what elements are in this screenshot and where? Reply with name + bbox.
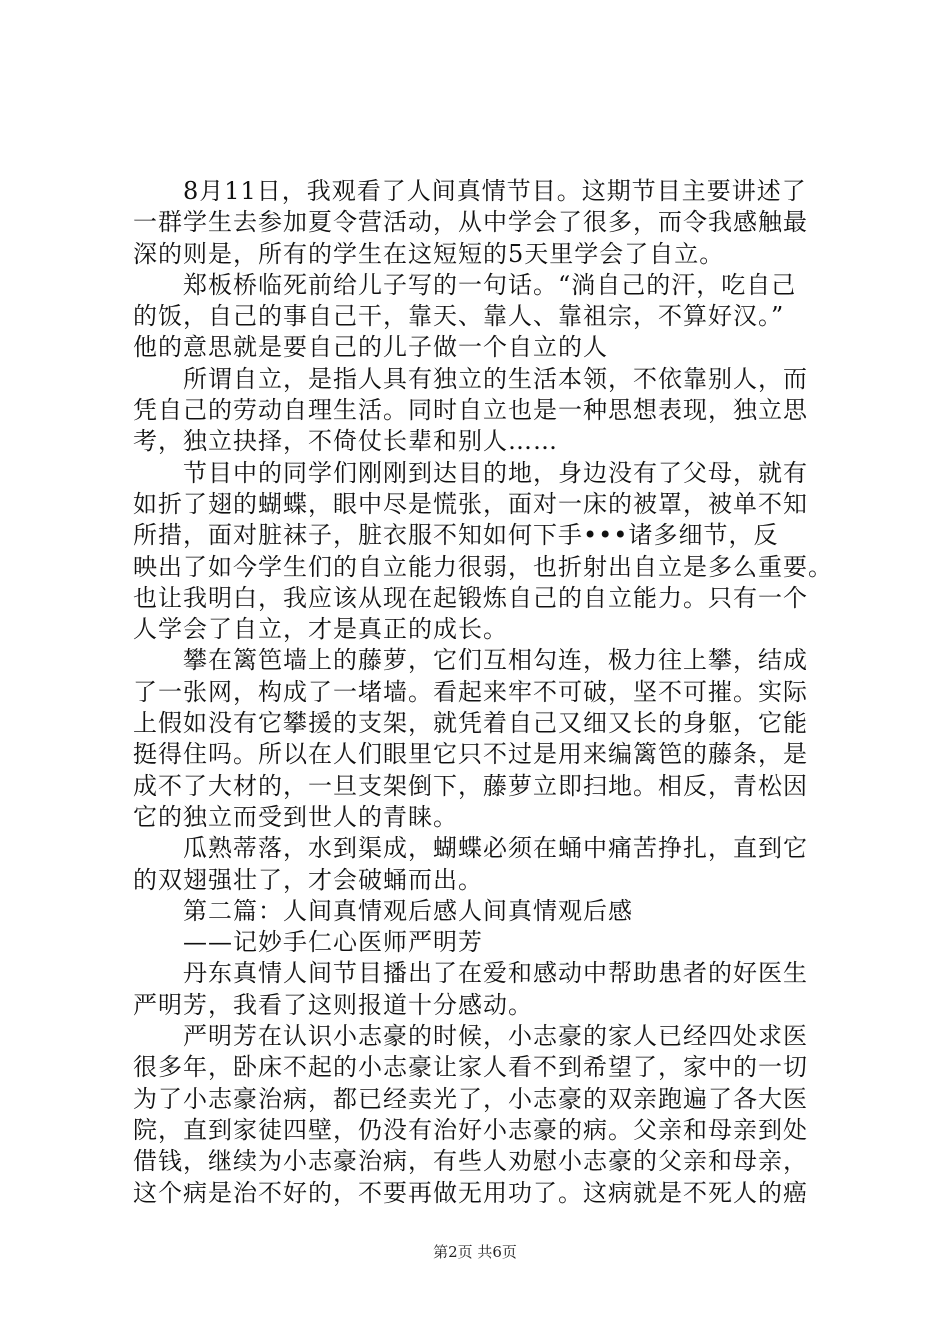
section-subheading: ——记妙手仁心医师严明芳 xyxy=(133,928,483,957)
text-line: 院，直到家徒四壁，仍没有治好小志豪的病。父亲和母亲到处 xyxy=(133,1115,808,1144)
text-line: 凭自己的劳动自理生活。同时自立也是一种思想表现，独立思 xyxy=(133,396,808,425)
text-line: 这个病是治不好的，不要再做无用功了。这病就是不死人的癌 xyxy=(133,1178,808,1207)
text-line: 攀在篱笆墙上的藤萝，它们互相勾连，极力往上攀，结成 xyxy=(133,646,808,675)
text-line: 一群学生去参加夏令营活动，从中学会了很多，而令我感触最 xyxy=(133,208,808,237)
text-line: 了一张网，构成了一堵墙。看起来牢不可破，坚不可摧。实际 xyxy=(133,677,808,706)
text-line: 所谓自立，是指人具有独立的生活本领，不依靠别人，而 xyxy=(133,364,808,393)
text-line: 严明芳在认识小志豪的时候，小志豪的家人已经四处求医 xyxy=(133,1022,808,1051)
text-line: 成不了大材的，一旦支架倒下，藤萝立即扫地。相反，青松因 xyxy=(133,771,808,800)
text-line: 很多年，卧床不起的小志豪让家人看不到希望了，家中的一切 xyxy=(133,1053,808,1082)
text-line: 挺得住吗。所以在人们眼里它只不过是用来编篱笆的藤条，是 xyxy=(133,740,808,769)
text-line: 的双翅强壮了，才会破蛹而出。 xyxy=(133,865,483,894)
section-heading: 第二篇：人间真情观后感人间真情观后感 xyxy=(133,896,633,925)
text-line: 所措，面对脏袜子，脏衣服不知如何下手•••诸多细节，反 xyxy=(133,521,779,550)
text-line: 人学会了自立，才是真正的成长。 xyxy=(133,615,508,644)
text-line: 的饭，自己的事自己干，靠天、靠人、靠祖宗，不算好汉。” xyxy=(133,302,785,331)
text-line: 借钱，继续为小志豪治病，有些人劝慰小志豪的父亲和母亲， xyxy=(133,1147,808,1176)
text-line: 也让我明白，我应该从现在起锻炼自己的自立能力。只有一个 xyxy=(133,583,808,612)
text-line: 映出了如今学生们的自立能力很弱，也折射出自立是多么重要。 xyxy=(133,552,833,581)
text-line: 为了小志豪治病，都已经卖光了，小志豪的双亲跑遍了各大医 xyxy=(133,1084,808,1113)
text-line: 8月11日，我观看了人间真情节目。这期节目主要讲述了 xyxy=(133,177,807,205)
text-line: 郑板桥临死前给儿子写的一句话。“淌自己的汗，吃自己 xyxy=(133,270,797,299)
text-line: 如折了翅的蝴蝶，眼中尽是慌张，面对一床的被罩，被单不知 xyxy=(133,489,808,518)
page-number: 第2页 共6页 xyxy=(433,1243,517,1261)
text-line: 上假如没有它攀援的支架，就凭着自己又细又长的身躯，它能 xyxy=(133,709,808,738)
text-line: 他的意思就是要自己的儿子做一个自立的人 xyxy=(133,333,608,362)
text-line: 节目中的同学们刚刚到达目的地，身边没有了父母，就有 xyxy=(133,458,808,487)
text-line: 它的独立而受到世人的青睐。 xyxy=(133,802,458,831)
document-body xyxy=(133,176,833,1209)
text-line: 深的则是，所有的学生在这短短的5天里学会了自立。 xyxy=(133,239,725,268)
text-line: 严明芳，我看了这则报道十分感动。 xyxy=(133,990,533,1019)
text-line: 考，独立抉择，不倚仗长辈和别人…… xyxy=(133,427,558,456)
text-line: 丹东真情人间节目播出了在爱和感动中帮助患者的好医生 xyxy=(133,959,808,988)
text-line: 瓜熟蒂落，水到渠成，蝴蝶必须在蛹中痛苦挣扎，直到它 xyxy=(133,834,808,863)
